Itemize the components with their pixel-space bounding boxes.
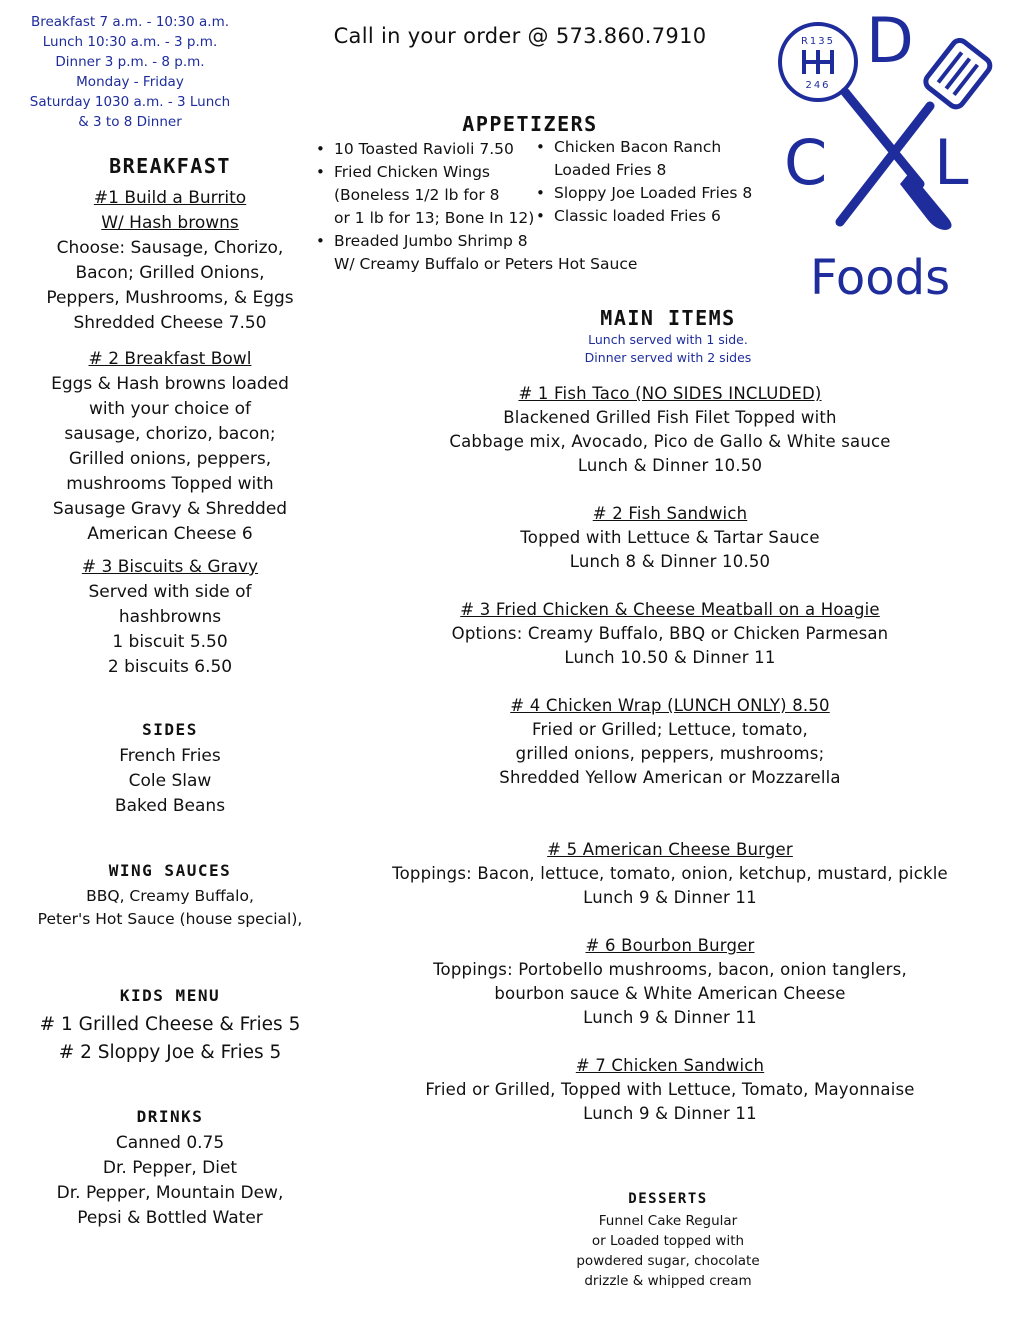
wing-sauces-heading: WING SAUCES bbox=[108, 861, 232, 880]
appetizer-item: • Breaded Jumbo Shrimp 8 bbox=[314, 230, 534, 253]
item-title: #1 Build a Burrito bbox=[93, 188, 247, 208]
sides-list bbox=[10, 744, 330, 819]
drinks-list bbox=[10, 1131, 330, 1231]
item-line: hashbrowns bbox=[118, 607, 222, 627]
item-line: with your choice of bbox=[89, 399, 251, 419]
logo-letter-d: D bbox=[866, 4, 914, 77]
dessert-line: powdered sugar, chocolate bbox=[576, 1253, 760, 1269]
item-line: Choose: Sausage, Chorizo, bbox=[56, 238, 284, 258]
appetizer-item-continued: or 1 lb for 13; Bone In 12) bbox=[334, 209, 535, 227]
main-item-7 bbox=[380, 1054, 960, 1126]
main-item-line: bourbon sauce & White American Cheese bbox=[494, 984, 846, 1003]
shifter-bottom-text: 246 bbox=[805, 80, 831, 91]
main-item-title: # 7 Chicken Sandwich bbox=[575, 1056, 765, 1075]
wing-sauce-line: Peter's Hot Sauce (house special), bbox=[37, 910, 303, 928]
drinks-heading: DRINKS bbox=[136, 1107, 204, 1126]
hours-line: & 3 to 8 Dinner bbox=[78, 114, 182, 130]
item-line: 2 biscuits 6.50 bbox=[107, 657, 233, 677]
main-item-title: # 3 Fried Chicken & Cheese Meatball on a Hoagie bbox=[460, 600, 880, 619]
logo-word-foods: Foods bbox=[810, 250, 951, 304]
item-line: mushrooms Topped with bbox=[66, 474, 274, 494]
main-item-title: # 4 Chicken Wrap (LUNCH ONLY) 8.50 bbox=[510, 696, 830, 715]
bullet-icon: • bbox=[536, 207, 545, 225]
drinks-line: Pepsi & Bottled Water bbox=[77, 1208, 263, 1228]
main-sub-line: Dinner served with 2 sides bbox=[584, 350, 752, 365]
hours-line: Breakfast 7 a.m. - 10:30 a.m. bbox=[30, 14, 230, 30]
main-item-title: # 2 Fish Sandwich bbox=[592, 504, 748, 523]
desserts-heading: DESSERTS bbox=[628, 1191, 708, 1207]
item-line: sausage, chorizo, bacon; bbox=[64, 424, 276, 444]
shifter-top-text: R135 bbox=[800, 36, 836, 47]
dessert-line: or Loaded topped with bbox=[591, 1233, 745, 1249]
logo-letter-l: L bbox=[934, 126, 969, 199]
appetizer-item: • Chicken Bacon Ranch bbox=[534, 136, 774, 159]
main-item-line: Options: Creamy Buffalo, BBQ or Chicken Parmesan bbox=[451, 624, 889, 643]
main-item-3 bbox=[380, 598, 960, 670]
appetizer-item-continued: Loaded Fries 8 bbox=[554, 161, 667, 179]
kids-menu-list bbox=[10, 1011, 330, 1067]
hours-line: Dinner 3 p.m. - 8 p.m. bbox=[55, 54, 205, 70]
main-item-title: # 6 Bourbon Burger bbox=[585, 936, 755, 955]
breakfast-item-3 bbox=[10, 555, 330, 680]
item-title: # 3 Biscuits & Gravy bbox=[81, 557, 259, 577]
dessert-line: drizzle & whipped cream bbox=[584, 1273, 752, 1289]
item-line: Bacon; Grilled Onions, bbox=[75, 263, 265, 283]
main-item-4 bbox=[380, 694, 960, 790]
main-item-line: Fried or Grilled; Lettuce, tomato, bbox=[532, 720, 808, 739]
main-sub-line: Lunch served with 1 side. bbox=[588, 332, 748, 347]
main-item-line: Lunch 8 & Dinner 10.50 bbox=[569, 552, 771, 571]
item-line: Served with side of bbox=[88, 582, 252, 602]
item-line: 1 biscuit 5.50 bbox=[112, 632, 228, 652]
hours-line: Monday - Friday bbox=[76, 74, 184, 90]
main-item-line: Lunch 9 & Dinner 11 bbox=[583, 1008, 757, 1027]
item-line: Peppers, Mushrooms, & Eggs bbox=[46, 288, 294, 308]
main-item-title: # 5 American Cheese Burger bbox=[547, 840, 793, 859]
drinks-line: Dr. Pepper, Mountain Dew, bbox=[56, 1183, 284, 1203]
wing-sauces-text bbox=[10, 885, 330, 931]
bullet-icon: • bbox=[316, 163, 325, 181]
side-item: French Fries bbox=[119, 746, 221, 766]
call-order-text: Call in your order @ 573.860.7910 bbox=[333, 24, 707, 48]
main-item-line: Cabbage mix, Avocado, Pico de Gallo & White sauce bbox=[449, 432, 891, 451]
appetizer-item: • Fried Chicken Wings bbox=[314, 161, 534, 184]
main-item-line: Lunch 9 & Dinner 11 bbox=[583, 888, 757, 907]
main-item-line: Blackened Grilled Fish Filet Topped with bbox=[503, 408, 837, 427]
dessert-line: Funnel Cake Regular bbox=[598, 1213, 738, 1229]
main-item-line: Topped with Lettuce & Tartar Sauce bbox=[520, 528, 820, 547]
item-title: W/ Hash browns bbox=[101, 213, 239, 233]
breakfast-heading: BREAKFAST bbox=[109, 154, 231, 178]
main-item-line: Fried or Grilled, Topped with Lettuce, Tomato, Mayonnaise bbox=[425, 1080, 915, 1099]
drinks-line: Dr. Pepper, Diet bbox=[102, 1158, 238, 1178]
main-item-line: Toppings: Portobello mushrooms, bacon, onion tanglers, bbox=[433, 960, 907, 979]
bullet-icon: • bbox=[536, 138, 545, 156]
main-item-2 bbox=[380, 502, 960, 574]
hours-block bbox=[10, 12, 250, 132]
item-line: Eggs & Hash browns loaded bbox=[51, 374, 289, 394]
bullet-icon: • bbox=[316, 232, 325, 250]
breakfast-item-2 bbox=[10, 347, 330, 547]
item-line: American Cheese 6 bbox=[87, 524, 253, 544]
main-items-subtitle bbox=[538, 331, 798, 367]
main-items-heading: MAIN ITEMS bbox=[600, 306, 736, 330]
hours-line: Saturday 1030 a.m. - 3 Lunch bbox=[29, 94, 231, 110]
main-item-line: Lunch 10.50 & Dinner 11 bbox=[564, 648, 776, 667]
desserts-text bbox=[538, 1211, 798, 1291]
appetizer-item: • 10 Toasted Ravioli 7.50 bbox=[314, 138, 534, 161]
kids-item: # 1 Grilled Cheese & Fries 5 bbox=[39, 1014, 301, 1035]
main-item-line: Lunch & Dinner 10.50 bbox=[577, 456, 763, 475]
main-item-line: Lunch 9 & Dinner 11 bbox=[583, 1104, 757, 1123]
appetizers-heading: APPETIZERS bbox=[462, 112, 598, 136]
main-item-line: grilled onions, peppers, mushrooms; bbox=[515, 744, 825, 763]
item-title: # 2 Breakfast Bowl bbox=[88, 349, 252, 369]
main-item-5 bbox=[380, 838, 960, 910]
logo-letter-c: C bbox=[784, 126, 828, 199]
kids-menu-heading: KIDS MENU bbox=[119, 986, 221, 1005]
drinks-line: Canned 0.75 bbox=[115, 1133, 225, 1153]
logo-graphic bbox=[770, 4, 1010, 304]
main-item-6 bbox=[380, 934, 960, 1030]
appetizers-right-list bbox=[534, 136, 774, 228]
breakfast-item-1 bbox=[10, 186, 330, 336]
item-line: Shredded Cheese 7.50 bbox=[73, 313, 267, 333]
wing-sauce-line: BBQ, Creamy Buffalo, bbox=[86, 887, 254, 905]
main-item-line: Shredded Yellow American or Mozzarella bbox=[499, 768, 841, 787]
appetizer-item-continued: W/ Creamy Buffalo or Peters Hot Sauce bbox=[334, 255, 638, 273]
appetizer-item: • Classic loaded Fries 6 bbox=[534, 205, 774, 228]
dcl-foods-logo bbox=[770, 4, 1010, 304]
appetizer-item-continued: (Boneless 1/2 lb for 8 bbox=[334, 186, 500, 204]
bullet-icon: • bbox=[536, 184, 545, 202]
main-item-title: # 1 Fish Taco (NO SIDES INCLUDED) bbox=[518, 384, 822, 403]
sides-heading: SIDES bbox=[142, 720, 198, 739]
item-line: Grilled onions, peppers, bbox=[68, 449, 272, 469]
bullet-icon: • bbox=[316, 140, 325, 158]
hours-line: Lunch 10:30 a.m. - 3 p.m. bbox=[42, 34, 218, 50]
side-item: Cole Slaw bbox=[128, 771, 212, 791]
kids-item: # 2 Sloppy Joe & Fries 5 bbox=[58, 1042, 282, 1063]
main-item-1 bbox=[380, 382, 960, 478]
main-item-line: Toppings: Bacon, lettuce, tomato, onion, ketchup, mustard, pickle bbox=[392, 864, 948, 883]
item-line: Sausage Gravy & Shredded bbox=[52, 499, 288, 519]
appetizer-item: • Sloppy Joe Loaded Fries 8 bbox=[534, 182, 774, 205]
side-item: Baked Beans bbox=[114, 796, 226, 816]
